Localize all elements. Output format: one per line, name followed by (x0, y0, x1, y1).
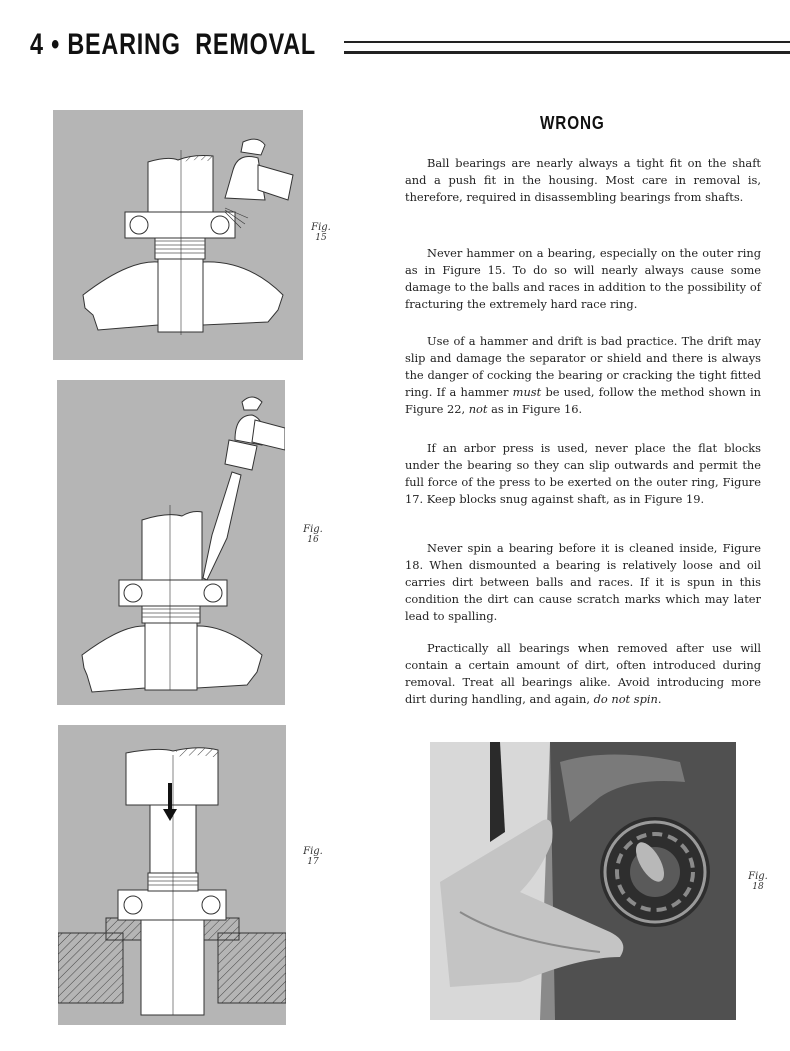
figure-16-hammer-and-drift (57, 380, 285, 705)
figure-16-drawing (57, 380, 285, 705)
section-heading: WRONG (540, 113, 605, 133)
paragraph-3-text: Use of a hammer and drift is bad practice. The drift may slip and damage the separator or shield and there is always the danger of cocking the bearing or cracking the tight fitted ring. If a hammer (405, 334, 761, 399)
figure-17-drawing (58, 725, 286, 1025)
paragraph-2: Never hammer on a bearing, especially on the outer ring as in Figure 15. To do so will nearly always cause some damage to the balls and races in addition to the possibility of fracturing the extremely hard race ring. (405, 246, 761, 311)
figure-label-text: Fig. (303, 524, 323, 535)
page-header (30, 28, 770, 68)
figure-label-text: Fig. (748, 871, 768, 882)
figure-15-hammer-on-outer-ring (53, 110, 303, 360)
figure-number: 17 (307, 857, 319, 867)
figure-label-text: Fig. (311, 222, 331, 233)
paragraph-4: If an arbor press is used, never place the flat blocks under the bearing so they can slip outwards and permit the full force of the press to be exerted on the outer ring, Figure 17. Keep blocks snug against shaft, as in Figure 19. (405, 441, 761, 506)
paragraph-3-emphasis-not: not (468, 402, 488, 416)
paragraph-6-text: Practically all bearings when removed after use will contain a certain amount of dirt, often introduced during removal. Treat all bearings alike. Avoid introducing more dirt during handling, and again, (405, 641, 761, 706)
figure-label-text: Fig. (303, 846, 323, 857)
paragraph-6-emphasis: do not spin. (593, 692, 662, 706)
figure-15-drawing (53, 110, 303, 360)
paragraph-5: Never spin a bearing before it is cleaned inside, Figure 18. When dismounted a bearing is relatively loose and oil carries dirt between balls and races. If it is spun in this condition the dirt can cause scratch marks which may later lead to spalling. (405, 541, 761, 623)
header-rule-top (344, 41, 790, 43)
figure-number: 16 (307, 535, 319, 545)
figure-17-arbor-press-blocks (58, 725, 286, 1025)
figure-16-caption (298, 524, 328, 546)
figure-17-caption (298, 846, 328, 868)
page-title: 4 • BEARING REMOVAL (30, 28, 316, 61)
paragraph-3-emphasis-must: must (512, 385, 542, 399)
figure-number: 15 (315, 233, 327, 243)
figure-number: 18 (752, 882, 764, 892)
paragraph-1: Ball bearings are nearly always a tight fit on the shaft and a push fit in the housing. Most care in removal is, therefore, required in disassembling bearings from shafts. (405, 156, 761, 204)
figure-18-photo (430, 742, 736, 1020)
figure-18-caption (743, 871, 773, 893)
paragraph-6 (405, 640, 761, 708)
paragraph-3 (405, 333, 761, 418)
header-rule-bottom (344, 51, 790, 54)
paragraph-3-text: as in Figure 16. (487, 402, 583, 416)
figure-15-caption (306, 222, 336, 244)
paragraph-3-text: be used, follow the method shown in Figure 22, (405, 385, 761, 416)
figure-18-photo-hands-spinning-bearing (430, 742, 736, 1020)
